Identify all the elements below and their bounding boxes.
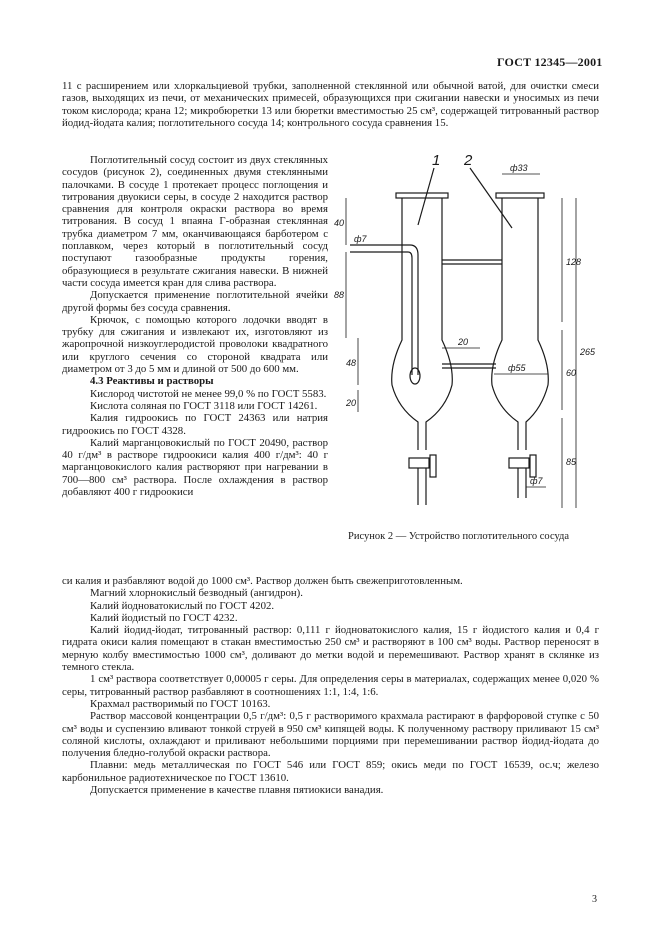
paragraph-hook: Крючок, с помощью которого лодочки вводят в трубку для сжигания и извлекают их, изготовляют из жаропрочной низкоуглеродистой проволоки квадратного или круглого сечения со стороной квадрата или диаметром от 3 до 5 мм и длиной от 500 до 600 мм. — [62, 313, 328, 376]
reagent-hcl: Кислота соляная по ГОСТ 3118 или ГОСТ 14261. — [90, 399, 318, 412]
reagent-kmno4: Калий марганцовокислый по ГОСТ 20490, раствор 40 г/дм³ в растворе гидроокиси калия 400 г/дм³: 40 г марганцовокислого калия растворяют при нагревании в 700—800 см³ раствора. После охлаждения в раствор добавляют 400 г гидроокиси — [62, 436, 328, 499]
dim-label-48: 48 — [346, 358, 357, 368]
label-vessel-2: 2 — [464, 152, 473, 169]
dim-label-85: 85 — [566, 457, 577, 467]
section-heading: 4.3 Реактивы и растворы — [90, 375, 214, 388]
vessel-1-body — [392, 198, 453, 450]
reagent-oxygen: Кислород чистотой не менее 99,0 % по ГОСТ 5583. — [90, 387, 327, 400]
connecting-rod-bottom — [442, 364, 496, 368]
dim-label-d33: ф33 — [510, 163, 528, 173]
reagent-kio3: Калий йодноватокислый по ГОСТ 4202. — [90, 599, 275, 612]
vessel-2-tap — [509, 458, 529, 468]
vessel-2-tap-handle — [530, 455, 536, 477]
l-shaped-tube — [350, 245, 418, 375]
vessel-1-tap-handle — [430, 455, 436, 477]
reagent-ki: Калий йодистый по ГОСТ 4232. — [90, 611, 238, 624]
paragraph-vanadium: Допускается применение в качестве плавня пятиокиси ванадия. — [90, 784, 384, 797]
reagent-koh: Калия гидроокись по ГОСТ 24363 или натрия гидроокись по ГОСТ 4328. — [62, 412, 328, 437]
paragraph-fluxes: Плавни: медь металлическая по ГОСТ 546 или ГОСТ 859; окись меди по ГОСТ 16539, ос.ч; железо карбонильное радиотехническое по ГОСТ 13610. — [62, 759, 599, 784]
dim-label-20-mid: 20 — [458, 337, 469, 347]
dim-label-d55: ф55 — [508, 363, 526, 373]
vessel-2-outlet — [518, 468, 526, 498]
paragraph-kmno4-continued: си калия и разбавляют водой до 1000 см³. Раствор должен быть свежеприготовленным. — [62, 575, 463, 587]
reagent-iodide-iodate: Калий йодид-йодат, титрованный раствор: 0,111 г йодноватокислого калия, 15 г йодистого калия и 0,4 г гидрата окиси калия помещают в стакан вместимостью 250 см³ и растворяют в 100 см³ воды. Раствор переносят в мерную колбу вместимостью 1000 см³, доливают до метки водой и перемешивают. Раствор хранят в склянке из темного стекла. — [62, 624, 599, 674]
dim-label-d7-bottom: ф7 — [530, 476, 543, 486]
leader-1 — [418, 168, 434, 225]
dim-label-20-left: 20 — [346, 398, 357, 408]
dim-label-88: 88 — [334, 290, 345, 300]
connecting-rod-top — [442, 260, 502, 264]
reagent-starch: Крахмал растворимый по ГОСТ 10163. — [90, 697, 271, 710]
dim-label-265: 265 — [580, 347, 596, 357]
paragraph-vessel-description: Поглотительный сосуд состоит из двух стеклянных сосудов (рисунок 2), соединенных двумя стеклянными палочками. В сосуде 1 протекает процесс поглощения и титрования двуокиси серы, в сосуде 2 находится раствор сравнения для контроля окраски раствора во время титрования. В сосуд 1 впаяна Г-образная стеклянная трубка диаметром 7 мм, оканчивающаяся барботером с поплавком, через который в поглотительный сосуд поступают газообразные продукты горения, образующиеся в результате сжигания навески. В нижней части сосуда имеется кран для слива раствора. — [62, 154, 328, 289]
dim-label-d7-top: ф7 — [354, 234, 367, 244]
vessel-1-tap — [409, 458, 429, 468]
paragraph-starch-solution: Раствор массовой концентрации 0,5 г/дм³: 0,5 г растворимого крахмала растирают в фарфоровой ступке с 50 см³ воды и суспензию вливают тонкой струей в 950 см³ кипящей воды. К полученному раствору приливают 15 см³ соляной кислоты, охлаждают и приливают небольшими порциями при перемешивании раствор йодид-йодата до получения бледно-голубой окраски раствора. — [62, 710, 599, 760]
dim-label-40: 40 — [334, 218, 345, 228]
paragraph-alternative-cell: Допускается применение поглотительной ячейки другой формы без сосуда сравнения. — [62, 289, 328, 314]
document-header: ГОСТ 12345—2001 — [497, 55, 603, 69]
dim-label-60: 60 — [566, 368, 577, 378]
paragraph: 11 с расширением или хлоркальциевой трубки, заполненной стеклянной или обычной ватой, для очистки смеси газов, выходящих из печи, от механических примесей, образующихся при сжигании навески и уносимых из печи током кислорода; крана 12; микробюретки 13 или бюретки вместимостью 25 см³, содержащей титрованный раствор йодид-йодата калия; поглотительного сосуда 14; контрольного сосуда сравнения 15. — [62, 80, 599, 129]
vessel-1-rim — [396, 193, 448, 198]
figure-2 — [330, 150, 610, 525]
vessel-1-outlet — [418, 468, 426, 505]
top-paragraph — [62, 80, 599, 129]
left-column — [62, 154, 328, 498]
reagent-anhydrone: Магний хлорнокислый безводный (ангидрон). — [90, 587, 303, 600]
dim-label-128: 128 — [566, 257, 582, 267]
vessel-2-rim — [496, 193, 544, 198]
figure-caption: Рисунок 2 — Устройство поглотительного сосуда — [348, 531, 570, 542]
page-number: 3 — [592, 894, 597, 905]
full-width-text — [62, 575, 599, 796]
float-bubbler — [410, 368, 420, 384]
label-vessel-1: 1 — [432, 152, 441, 169]
vessel-2-body — [492, 198, 549, 450]
paragraph-sulfur-equivalent: 1 см³ раствора соответствует 0,00005 г серы. Для определения серы в материалах, содержащих менее 0,020 % серы, титрованный раствор разбавляют в соотношениях 1:1, 1:4, 1:6. — [62, 673, 599, 698]
vessel-drawing — [330, 150, 610, 525]
